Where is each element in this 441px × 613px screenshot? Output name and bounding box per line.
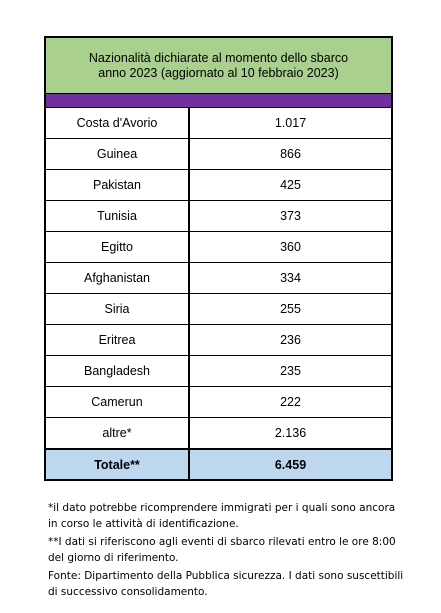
count-cell: 236 (280, 333, 301, 347)
table-title-line-2: anno 2023 (aggiornato al 10 febbraio 2023) (98, 65, 339, 80)
country-cell: Tunisia (46, 201, 190, 231)
table-row (46, 325, 391, 356)
table-row (46, 387, 391, 418)
footnote-identification: *il dato potrebbe ricomprendere immigrati per i quali sono ancora in corso le attività di identificazione. (48, 502, 396, 530)
footnotes (48, 500, 408, 600)
footnote-source: Fonte: Dipartimento della Pubblica sicurezza. I dati sono suscettibili di successivo consolidamento. (48, 570, 404, 598)
count-cell: 360 (280, 240, 301, 254)
country-cell: Pakistan (46, 170, 190, 200)
country-cell: altre* (46, 418, 190, 448)
country-cell: Afghanistan (46, 263, 190, 293)
country-cell: Bangladesh (46, 356, 190, 386)
count-cell: 1.017 (274, 116, 307, 130)
total-label: Totale** (46, 450, 190, 479)
count-cell: 255 (280, 302, 301, 316)
country-cell: Costa d'Avorio (46, 108, 190, 138)
count-cell: 866 (280, 147, 301, 161)
table-row (46, 201, 391, 232)
footnote-cutoff: **I dati si riferiscono agli eventi di sbarco rilevati entro le ore 8:00 del giorno di riferimento. (48, 536, 396, 564)
table-row (46, 108, 391, 139)
table-title (46, 38, 391, 94)
table-row (46, 418, 391, 449)
table-row (46, 170, 391, 201)
total-row (46, 449, 391, 479)
purple-header-band (46, 94, 391, 108)
nationality-table (44, 36, 393, 481)
country-cell: Camerun (46, 387, 190, 417)
table-row (46, 139, 391, 170)
count-cell: 235 (280, 364, 301, 378)
total-value: 6.459 (274, 457, 307, 472)
count-cell: 2.136 (274, 426, 307, 440)
table-row (46, 294, 391, 325)
table-row (46, 263, 391, 294)
count-cell: 334 (280, 271, 301, 285)
country-cell: Guinea (46, 139, 190, 169)
count-cell: 425 (280, 178, 301, 192)
table-row (46, 356, 391, 387)
table-body (46, 108, 391, 479)
count-cell: 222 (280, 395, 301, 409)
country-cell: Eritrea (46, 325, 190, 355)
country-cell: Siria (46, 294, 190, 324)
table-title-line-1: Nazionalità dichiarate al momento dello sbarco (88, 50, 349, 65)
table-row (46, 232, 391, 263)
count-cell: 373 (280, 209, 301, 223)
country-cell: Egitto (46, 232, 190, 262)
